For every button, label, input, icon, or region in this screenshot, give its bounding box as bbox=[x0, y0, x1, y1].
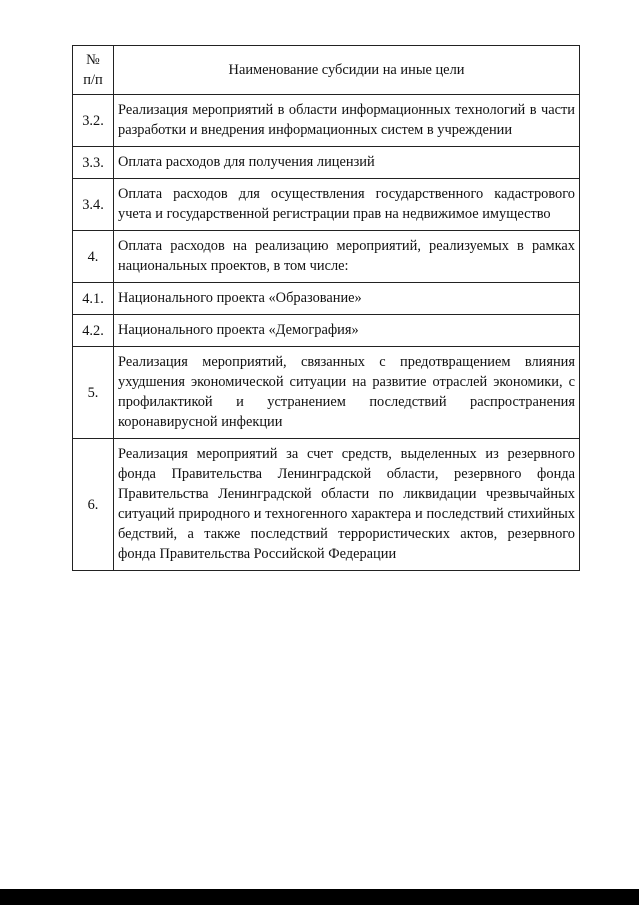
table-header-row bbox=[73, 46, 580, 95]
table-row bbox=[73, 439, 580, 571]
row-number: 4. bbox=[73, 231, 114, 283]
table-row bbox=[73, 283, 580, 315]
row-text: Национального проекта «Демография» bbox=[114, 315, 580, 347]
header-num-cell bbox=[73, 46, 114, 95]
table-row bbox=[73, 315, 580, 347]
row-text: Национального проекта «Образование» bbox=[114, 283, 580, 315]
row-number: 6. bbox=[73, 439, 114, 571]
row-text: Оплата расходов на реализацию мероприятий, реализуемых в рамках национальных проектов, в том числе: bbox=[114, 231, 580, 283]
table-row bbox=[73, 147, 580, 179]
row-number: 5. bbox=[73, 347, 114, 439]
scan-edge-bar bbox=[0, 889, 639, 905]
row-number: 4.2. bbox=[73, 315, 114, 347]
row-text: Реализация мероприятий, связанных с предотвращением влияния ухудшения экономической ситуации на развитие отраслей экономики, с профилактикой и устранением последствий распространения коронавирусной инфекции bbox=[114, 347, 580, 439]
row-text: Реализация мероприятий за счет средств, выделенных из резервного фонда Правительства Ленинградской области, резервного фонда Правительства Ленинградской области по ликвидации чрезвычайных ситуаций природного и техногенного характера и последствий стихийных бедствий, а также последствий террористических актов, резервного фонда Правительства Российской Федерации bbox=[114, 439, 580, 571]
row-number: 3.4. bbox=[73, 179, 114, 231]
row-number: 3.3. bbox=[73, 147, 114, 179]
row-text: Реализация мероприятий в области информационных технологий в части разработки и внедрения информационных систем в учреждении bbox=[114, 95, 580, 147]
table-row bbox=[73, 231, 580, 283]
table-row bbox=[73, 347, 580, 439]
header-num-abbrev: п/п bbox=[83, 72, 103, 88]
row-number: 4.1. bbox=[73, 283, 114, 315]
document-page bbox=[72, 45, 579, 571]
row-number: 3.2. bbox=[73, 95, 114, 147]
header-name-cell: Наименование субсидии на иные цели bbox=[114, 46, 580, 95]
header-num-symbol: № bbox=[86, 52, 100, 68]
table-row bbox=[73, 95, 580, 147]
subsidies-table bbox=[72, 45, 580, 571]
table-row bbox=[73, 179, 580, 231]
row-text: Оплата расходов для осуществления государственного кадастрового учета и государственной регистрации прав на недвижимое имущество bbox=[114, 179, 580, 231]
row-text: Оплата расходов для получения лицензий bbox=[114, 147, 580, 179]
